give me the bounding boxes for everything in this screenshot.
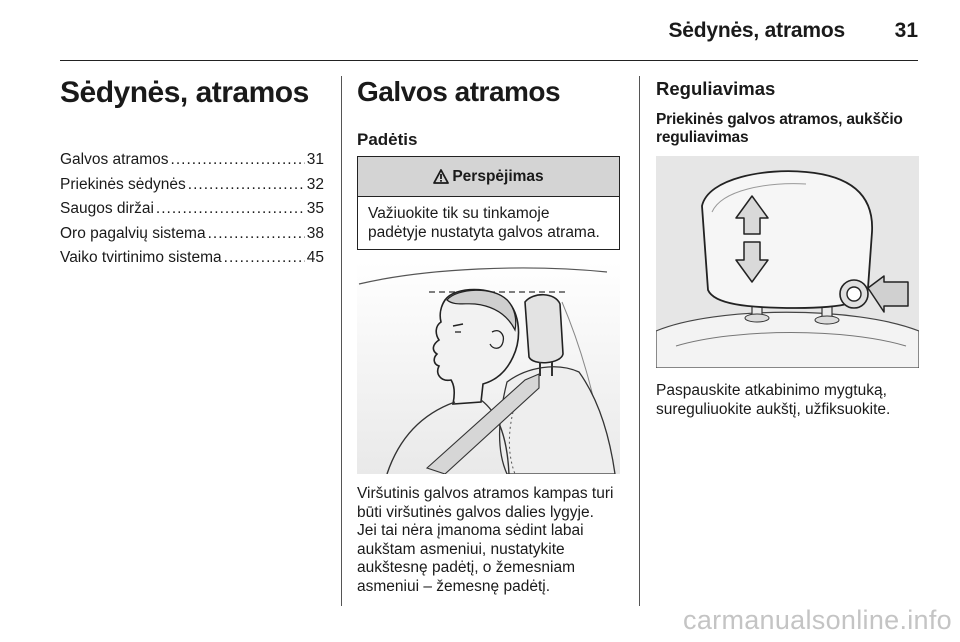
- adjustment-description: [656, 382, 926, 419]
- table-of-contents: [60, 148, 324, 271]
- toc-label: Vaiko tvirtinimo sistema: [60, 249, 222, 266]
- subtitle-line: reguliavimas: [656, 128, 749, 146]
- toc-label: Galvos atramos: [60, 151, 169, 168]
- toc-label: Oro pagalvių sistema: [60, 224, 206, 242]
- toc-page: 38: [306, 224, 324, 242]
- toc-row[interactable]: [60, 197, 324, 222]
- column-divider-1: [341, 76, 342, 606]
- header-rule: [60, 60, 918, 61]
- body-line: Paspauskite atkabinimo mygtuką,: [656, 382, 887, 399]
- toc-page: 45: [306, 249, 324, 266]
- body-line: aukštesnę padėtį, o žemesniam: [357, 559, 575, 576]
- body-line: aukštam asmeniui, nustatykite: [357, 540, 565, 558]
- toc-row[interactable]: [60, 173, 324, 198]
- toc-page: 31: [306, 151, 324, 168]
- body-line: Viršutinis galvos atramos kampas turi: [357, 485, 614, 502]
- adjustment-title: Reguliavimas: [656, 78, 776, 99]
- section-title: Galvos atramos: [357, 76, 561, 107]
- toc-page: 32: [306, 175, 324, 193]
- section-subtitle: Padėtis: [357, 130, 418, 149]
- watermark: carmanualsonline.info: [683, 605, 952, 635]
- toc-leader: [224, 246, 305, 271]
- body-line: sureguliuokite aukštį, užfiksuokite.: [656, 400, 891, 418]
- chapter-title: Sėdynės, atramos: [60, 76, 309, 109]
- position-description: [357, 485, 632, 596]
- page-number: 31: [894, 19, 918, 42]
- toc-leader: [208, 222, 305, 247]
- warning-title: Perspėjimas: [452, 167, 544, 185]
- body-line: asmeniui – žemesnę padėtį.: [357, 577, 551, 595]
- toc-leader: [188, 173, 305, 198]
- body-line: Jei tai nėra įmanoma sėdint labai: [357, 522, 584, 539]
- toc-row[interactable]: [60, 246, 324, 271]
- toc-leader: [171, 148, 305, 173]
- head-restraint-adjustment-illustration: [656, 156, 919, 368]
- warning-triangle-icon: [433, 169, 449, 184]
- subtitle-line: Priekinės galvos atramos, aukščio: [656, 111, 903, 128]
- head-restraint-position-illustration: [357, 262, 620, 474]
- body-line: būti viršutinės galvos dalies lygyje.: [357, 503, 594, 521]
- toc-row[interactable]: [60, 148, 324, 173]
- warning-box: [357, 156, 620, 250]
- warning-header: [358, 157, 619, 197]
- adjustment-subtitle: [656, 111, 918, 146]
- toc-row[interactable]: [60, 222, 324, 247]
- toc-leader: [156, 197, 305, 222]
- warning-text: Važiuokite tik su tinkamoje padėtyje nustatyta galvos atrama.: [368, 205, 600, 241]
- toc-page: 35: [306, 200, 324, 217]
- running-header-title: Sėdynės, atramos: [668, 19, 845, 42]
- column-divider-2: [639, 76, 640, 606]
- toc-label: Priekinės sėdynės: [60, 175, 186, 193]
- toc-label: Saugos diržai: [60, 200, 154, 217]
